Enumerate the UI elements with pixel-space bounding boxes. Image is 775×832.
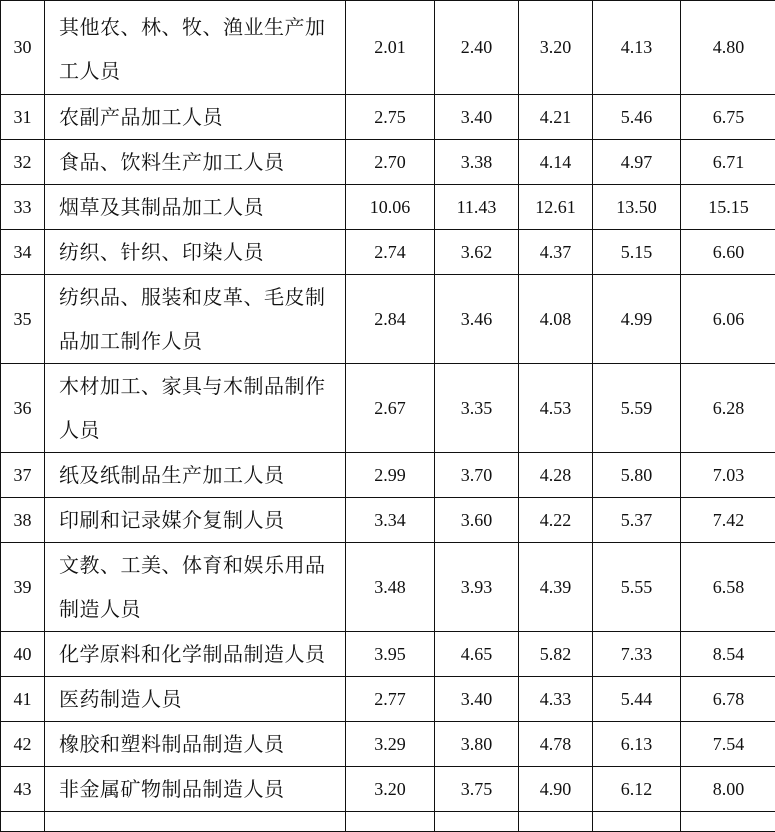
wage-value: 2.70 xyxy=(346,140,435,185)
table-row xyxy=(1,364,775,453)
wage-value: 2.40 xyxy=(435,1,519,95)
wage-value: 8.00 xyxy=(681,767,775,812)
occupation-name: 纺织、针织、印染人员 xyxy=(45,230,346,275)
table-row xyxy=(1,722,775,767)
occupation-code: 33 xyxy=(1,185,45,230)
occupation-name: 印刷和记录媒介复制人员 xyxy=(45,498,346,543)
wage-value: 15.15 xyxy=(681,185,775,230)
wage-value: 6.13 xyxy=(593,722,681,767)
wage-value: 3.20 xyxy=(346,767,435,812)
table-row xyxy=(1,95,775,140)
wage-value: 2.01 xyxy=(346,1,435,95)
occupation-code: 42 xyxy=(1,722,45,767)
wage-value: 6.71 xyxy=(681,140,775,185)
wage-value: 3.95 xyxy=(346,632,435,677)
wage-value: 3.46 xyxy=(435,275,519,364)
wage-value: 7.33 xyxy=(593,632,681,677)
wage-value: 4.80 xyxy=(681,1,775,95)
wage-value: 5.15 xyxy=(593,230,681,275)
occupation-code: 38 xyxy=(1,498,45,543)
wage-value: 6.58 xyxy=(681,543,775,632)
wage-value: 7.54 xyxy=(681,722,775,767)
wage-value: 6.28 xyxy=(681,364,775,453)
wage-value: 6.78 xyxy=(681,677,775,722)
wage-value: 2.75 xyxy=(346,95,435,140)
empty-cell xyxy=(346,812,435,832)
occupation-name: 纸及纸制品生产加工人员 xyxy=(45,453,346,498)
wage-value: 3.20 xyxy=(519,1,593,95)
occupation-name: 橡胶和塑料制品制造人员 xyxy=(45,722,346,767)
occupation-name: 化学原料和化学制品制造人员 xyxy=(45,632,346,677)
occupation-code: 34 xyxy=(1,230,45,275)
occupation-name: 文教、工美、体育和娱乐用品制造人员 xyxy=(45,543,346,632)
empty-cell xyxy=(681,812,775,832)
occupation-code: 35 xyxy=(1,275,45,364)
wage-value: 2.67 xyxy=(346,364,435,453)
table-row xyxy=(1,1,775,95)
wage-value: 5.37 xyxy=(593,498,681,543)
occupation-name: 农副产品加工人员 xyxy=(45,95,346,140)
wage-value: 4.39 xyxy=(519,543,593,632)
wage-value: 11.43 xyxy=(435,185,519,230)
empty-cell xyxy=(1,812,45,832)
empty-cell xyxy=(519,812,593,832)
wage-value: 4.28 xyxy=(519,453,593,498)
wage-value: 4.13 xyxy=(593,1,681,95)
wage-value: 4.78 xyxy=(519,722,593,767)
wage-value: 7.03 xyxy=(681,453,775,498)
occupation-code: 37 xyxy=(1,453,45,498)
wage-value: 3.35 xyxy=(435,364,519,453)
wage-value: 3.93 xyxy=(435,543,519,632)
occupation-code: 43 xyxy=(1,767,45,812)
wage-value: 2.84 xyxy=(346,275,435,364)
wage-value: 5.55 xyxy=(593,543,681,632)
occupation-name: 食品、饮料生产加工人员 xyxy=(45,140,346,185)
wage-value: 2.99 xyxy=(346,453,435,498)
wage-value: 3.34 xyxy=(346,498,435,543)
wage-value: 3.40 xyxy=(435,677,519,722)
table-row xyxy=(1,543,775,632)
wage-value: 5.80 xyxy=(593,453,681,498)
wage-value: 8.54 xyxy=(681,632,775,677)
table-row xyxy=(1,453,775,498)
occupation-code: 36 xyxy=(1,364,45,453)
occupation-code: 32 xyxy=(1,140,45,185)
wage-value: 3.40 xyxy=(435,95,519,140)
wage-value: 4.90 xyxy=(519,767,593,812)
wage-value: 4.97 xyxy=(593,140,681,185)
wage-value: 6.06 xyxy=(681,275,775,364)
wage-value: 7.42 xyxy=(681,498,775,543)
occupation-code: 31 xyxy=(1,95,45,140)
wage-value: 4.53 xyxy=(519,364,593,453)
wage-value: 4.99 xyxy=(593,275,681,364)
wage-value: 5.44 xyxy=(593,677,681,722)
occupation-name: 其他农、林、牧、渔业生产加工人员 xyxy=(45,1,346,95)
occupation-code: 40 xyxy=(1,632,45,677)
wage-value: 3.75 xyxy=(435,767,519,812)
table-row xyxy=(1,230,775,275)
wage-value: 3.48 xyxy=(346,543,435,632)
occupation-name: 木材加工、家具与木制品制作人员 xyxy=(45,364,346,453)
wage-value: 2.77 xyxy=(346,677,435,722)
empty-cell xyxy=(435,812,519,832)
table-row xyxy=(1,140,775,185)
wage-value: 3.70 xyxy=(435,453,519,498)
wage-value: 5.82 xyxy=(519,632,593,677)
wage-value: 5.59 xyxy=(593,364,681,453)
wage-value: 4.22 xyxy=(519,498,593,543)
wage-table-body xyxy=(1,1,775,832)
wage-value: 4.33 xyxy=(519,677,593,722)
wage-value: 6.60 xyxy=(681,230,775,275)
occupation-name: 纺织品、服装和皮革、毛皮制品加工制作人员 xyxy=(45,275,346,364)
wage-value: 4.21 xyxy=(519,95,593,140)
wage-value: 10.06 xyxy=(346,185,435,230)
occupation-name: 非金属矿物制品制造人员 xyxy=(45,767,346,812)
wage-value: 13.50 xyxy=(593,185,681,230)
empty-cell xyxy=(593,812,681,832)
empty-cell xyxy=(45,812,346,832)
wage-value: 4.08 xyxy=(519,275,593,364)
wage-value: 2.74 xyxy=(346,230,435,275)
table-row xyxy=(1,498,775,543)
table-row xyxy=(1,767,775,812)
wage-value: 3.80 xyxy=(435,722,519,767)
wage-value: 6.75 xyxy=(681,95,775,140)
occupation-name: 烟草及其制品加工人员 xyxy=(45,185,346,230)
wage-value: 4.65 xyxy=(435,632,519,677)
wage-value: 4.37 xyxy=(519,230,593,275)
wage-value: 3.38 xyxy=(435,140,519,185)
table-row xyxy=(1,275,775,364)
table-row-cutoff xyxy=(1,812,775,832)
wage-value: 6.12 xyxy=(593,767,681,812)
wage-value: 3.62 xyxy=(435,230,519,275)
table-row xyxy=(1,632,775,677)
wage-value: 3.60 xyxy=(435,498,519,543)
occupation-code: 30 xyxy=(1,1,45,95)
table-row xyxy=(1,185,775,230)
wage-value: 4.14 xyxy=(519,140,593,185)
wage-value: 3.29 xyxy=(346,722,435,767)
occupation-code: 39 xyxy=(1,543,45,632)
wage-value: 12.61 xyxy=(519,185,593,230)
table-row xyxy=(1,677,775,722)
wage-value: 5.46 xyxy=(593,95,681,140)
occupation-code: 41 xyxy=(1,677,45,722)
occupation-name: 医药制造人员 xyxy=(45,677,346,722)
